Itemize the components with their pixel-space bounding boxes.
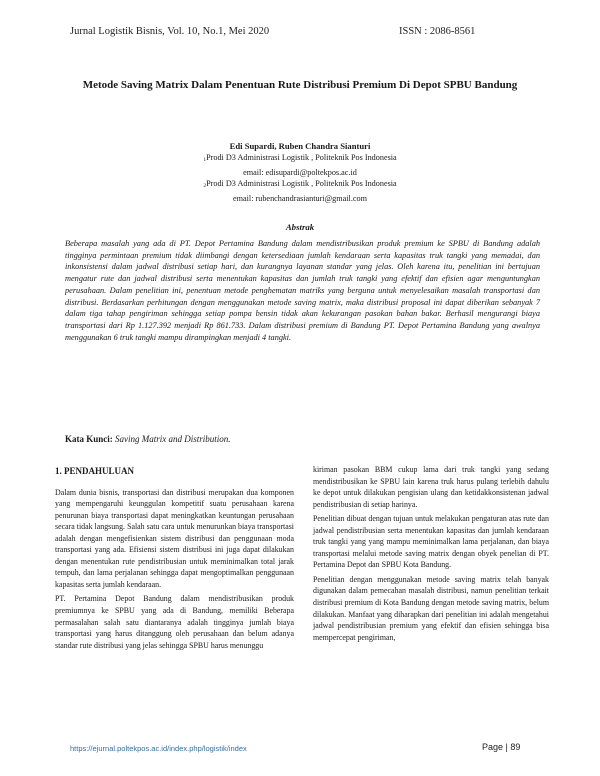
email-2: email: rubenchandrasianturi@gmail.com — [233, 193, 367, 203]
left-column — [55, 466, 294, 654]
section-heading: 1. PENDAHULUAN — [55, 466, 135, 476]
affiliation-1-text: Prodi D3 Administrasi Logistik , Politeknik Pos Indonesia — [206, 153, 397, 163]
page-number: Page | 89 — [482, 742, 521, 752]
paper-title: Metode Saving Matrix Dalam Penentuan Rute Distribusi Premium Di Depot SPBU Bandung — [82, 79, 518, 91]
paragraph: Penelitian dibuat dengan tujuan untuk melakukan pengaturan atas rute dan jadwal pendistribusian serta menentukan kapasitas dan jumlah kendaraan truk tangki yang yang mampu meminimalkan lama perjalanan, dan biaya transportasi melalui metode saving matrix dengan obyek penelian di PT. Pertamina Depot dan SPBU Kota Bandung. — [313, 514, 549, 570]
paragraph: Dalam dunia bisnis, transportasi dan distribusi merupakan dua komponen yang mempengaruhi keunggulan kompetitif suatu perusahaan karena penurunan biaya transportasi dapat meningkatkan keuntungan perusahaan secara tidak langsung. Salah satu cara untuk menurunkan biaya transportasi adalah dengan mengefisienkan sistem distribusi dan penggunaan moda transportasi yang ada. Efisiensi sistem distribusi ini juga dapat dilakukan dengan menentukan rute pendistribusian untuk meminimalkan total jarak tempuh, dan lama perjalanan sehingga dapat mengoptimalkan penggunaan kapasitas serta jumlah kendaraan. — [55, 487, 294, 589]
issn-header: ISSN : 2086-8561 — [399, 26, 476, 37]
affiliation-2-text: Prodi D3 Administrasi Logistik , Politeknik Pos Indonesia — [206, 179, 397, 189]
journal-header: Jurnal Logistik Bisnis, Vol. 10, No.1, Mei 2020 — [70, 26, 270, 37]
right-column — [313, 464, 549, 646]
author-block — [100, 141, 500, 204]
affiliation-1-number: 1 — [203, 157, 207, 164]
affiliation-2-number: 2 — [203, 183, 207, 190]
affiliation-1 — [100, 152, 500, 166]
paragraph: PT. Pertamina Depot Bandung dalam mendistribusikan produk premiumnya ke SPBU yang ada di Bandung, memiliki Beberapa permasalahan salah satu diantaranya adalah tingginya jumlah biaya transportasi yang harus ditanggung oleh perusahaan dan belum adanya standar rute distribusi yang jelas sehingga SPBU harus menunggu — [55, 594, 294, 650]
abstract-heading: Abstrak — [285, 222, 315, 232]
author-names: Edi Supardi, Ruben Chandra Sianturi — [229, 141, 371, 151]
abstract-body: Beberapa masalah yang ada di PT. Depot Pertamina Bandung dalam mendistribusikan produk premium ke SPBU di Bandung adalah tingginya permintaan premium tidak diimbangi dengan ketersediaan jumlah kendaraan serta kapasitas truk tangki yang memadai, dan inkonsistensi dalam jadwal distribusi setiap hari, dan kurangnya layanan standar yang jelas. Oleh karena itu, penelitian ini bertujuan mengatur rute dan jadwal distribusi serta menentukan kapasitas dan jumlah truk tangki yang efektif dan efisien agar menguntungkan perusahaan. Dalam penelitian ini, penentuan metode penghematan matriks yang berguna untuk menyelesaikan masalah transportasi dan distribusi. Berdasarkan perhitungan dengan menggunakan metode saving matrix, maka distribusi proposal ini dapat diberikan sebanyak 7 dalam tiga tahap pengiriman sehingga setiap pompa bensin tidak akan kekurangan pasokan bahan bakar. Berhasil mengurangi biaya transportasi dari Rp 1.127.392 menjadi Rp 861.733. Dalam distribusi premium di Bandung PT. Depot Pertamina Bandung yang awalnya menggunakan 6 truk tangki mampu dirampingkan menjadi 4 tangki. — [65, 239, 540, 342]
paragraph: Penelitian dengan menggunakan metode saving matrix telah banyak digunakan dalam pemecahan masalah distribusi, namun penelitian terkait distribusi premium di Kota Bandung dengan metode saving matrix, belum dilakukan. Manfaat yang diharapkan dari penelitian ini adalah mengetahui jadwal pendistribusian premium yang efektif dan efisien sehingga bisa mempercepat pengiriman, — [313, 574, 549, 642]
paragraph: kiriman pasokan BBM cukup lama dari truk tangki yang sedang mendistribusikan ke SPBU lain karena truk harus pulang terlebih dahulu ke depot untuk dilakukan pengisian ulang dan ketidakkonsistenan jadwal pendistribusian di setiap harinya. — [313, 465, 549, 509]
keywords-label: Kata Kunci: — [65, 434, 113, 444]
journal-link[interactable]: https://ejurnal.poltekpos.ac.id/index.php/logistik/index — [70, 744, 247, 753]
affiliation-2 — [100, 178, 500, 192]
email-1: email: edisupardi@poltekpos.ac.id — [243, 167, 357, 177]
keywords — [65, 434, 540, 444]
keywords-text: Saving Matrix and Distribution. — [115, 434, 231, 444]
